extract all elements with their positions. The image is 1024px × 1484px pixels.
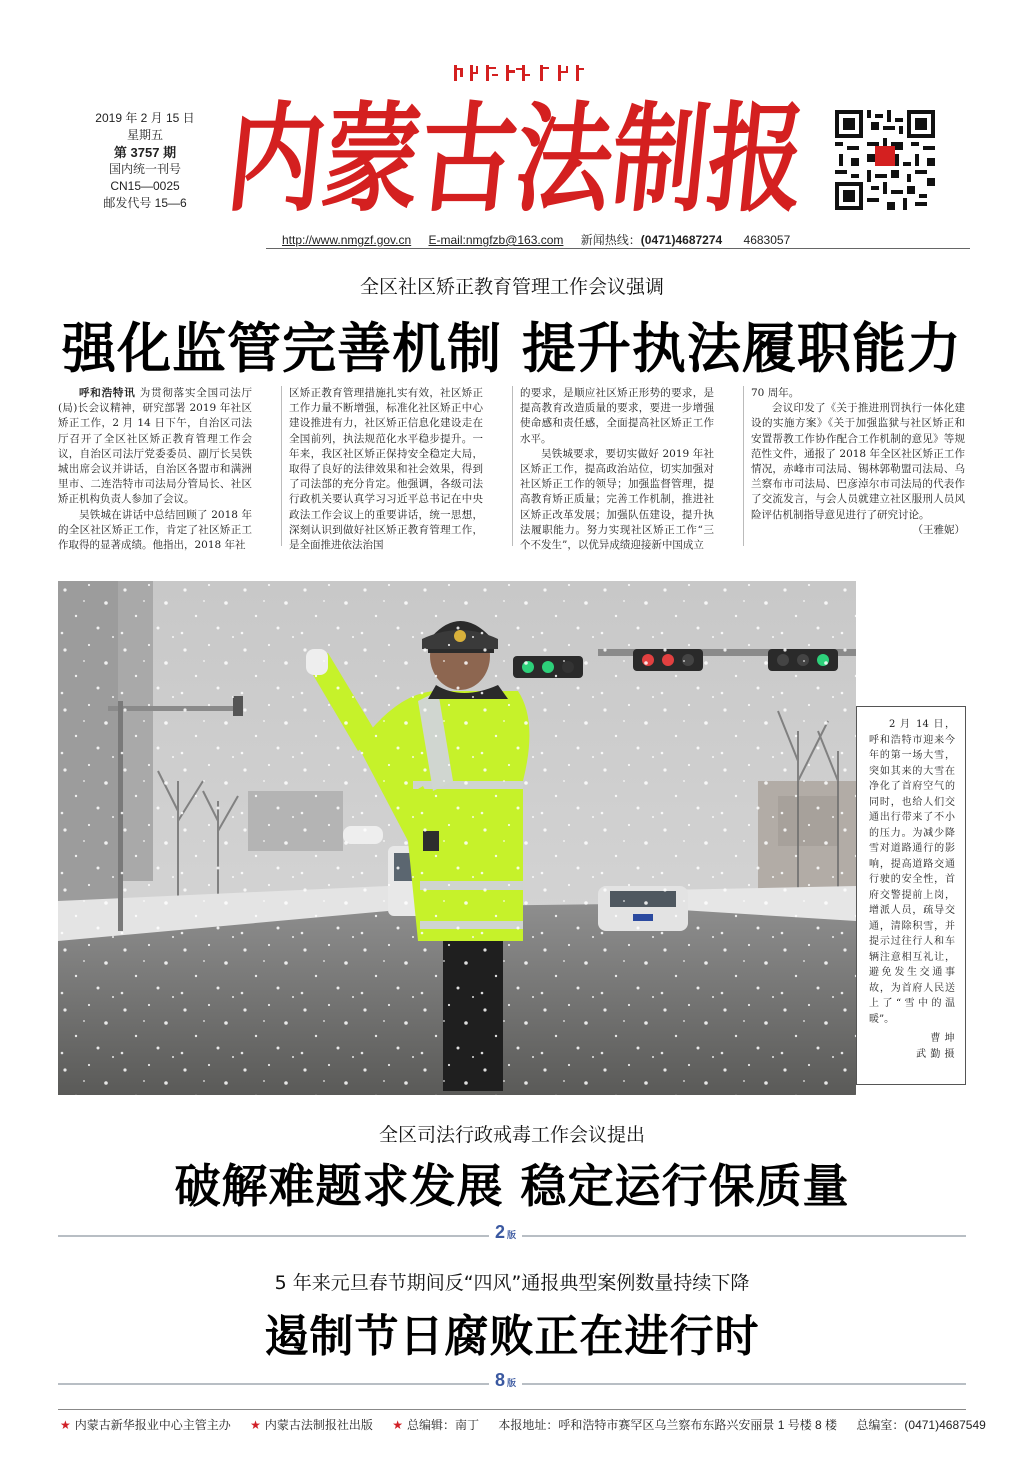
cn-code: CN15—0025 xyxy=(110,179,180,193)
mongolian-script-logo xyxy=(450,62,590,84)
paper-name-logo xyxy=(221,86,944,228)
issue-number: 第 3757 期 xyxy=(113,145,177,160)
story3-page-number: 8 xyxy=(495,1370,506,1390)
news-photo[interactable] xyxy=(58,581,856,1095)
footer-editor: 总编辑：南丁 xyxy=(407,1418,480,1432)
col1-para1: 为贯彻落实全国司法厅(局)长会议精神，研究部署 2019 年社区矫正工作，2 月 14 日下午，自治区司法厅召开了全区社区矫正教育管理工作会议，自治区司法厅党委委员、副厅长吴铁城出席会议并讲话，自治区各盟市和满洲里市、二连浩特市司法局分管局长、社区矫正机构负责人参加了会议。 xyxy=(58,387,253,506)
col2-para1: 区矫正教育管理措施扎实有效，社区矫正工作力量不断增强，标准化社区矫正中心建设推进有力，社区矫正信息化建设走在全国前列，执法规范化水平稳步提升。一年来，我区社区矫正保持安全稳定大局，取得了良好的法律效果和社会效果，得到了司法部的充分肯定。他强调，各级司法行政机关要认真学习习近平总书记在中央政法工作会议上的重要讲话，统一思想，深刻认识到做好社区矫正教育管理工作，是全面推进依法治国 xyxy=(289,387,483,552)
col4-para2: 会议印发了《关于推进刑罚执行一体化建设的实施方案》《关于加强监狱与社区矫正和安置帮教工作协作配合工作机制的意见》等规范性文件，通报了 2018 年全区社区矫正工作情况，赤峰市司法局、锡林郭勒盟司法局、乌兰察布市司法局、巴彦淖尔市司法局的代表作了交流发言，与会人员就建立社区服刑人员风险评估机制指导意见进行了研究讨论。 xyxy=(751,402,965,521)
photo-caption xyxy=(856,706,966,1085)
photo-caption-text: 2 月 14 日，呼和浩特市迎来今年的第一场大雪，突如其来的大雪在净化了首府空气的同时，也给人们交通出行带来了不小的压力。为减少降雪对道路通行的影响，提高道路交通行驶的安全性，首府交警提前上岗，增派人员，疏导交通，清除积雪，并提示过往行人和车辆注意相互礼让，避免发生交通事故，为首府人民送上了“雪中的温暖”。 xyxy=(869,719,955,1025)
article-column-4 xyxy=(751,386,965,538)
masthead-rule xyxy=(266,248,970,249)
col1-para2: 吴铁城在讲话中总结回顾了 2018 年的全区社区矫正工作，肯定了社区矫正工作取得的显著成绩。他指出，2018 年社 xyxy=(58,508,252,552)
issue-date: 2019 年 2 月 15 日 xyxy=(95,111,195,125)
dateline: 呼和浩特讯 xyxy=(79,387,136,399)
hotline-label: 新闻热线： xyxy=(580,233,641,247)
postal-code: 邮发代号 15—6 xyxy=(103,196,187,210)
article-column-2 xyxy=(289,386,483,553)
story2-kicker[interactable]: 全区司法行政戒毒工作会议提出 xyxy=(378,1124,645,1146)
story3-headline[interactable]: 遏制节日腐败正在进行时 xyxy=(264,1311,760,1362)
article-column-1 xyxy=(58,386,252,553)
footer-publisher: 内蒙古法制报社出版 xyxy=(264,1418,373,1432)
lead-kicker[interactable]: 全区社区矫正教育管理工作会议强调 xyxy=(359,276,664,298)
footer xyxy=(60,1416,986,1433)
article-column-3 xyxy=(520,386,714,553)
contact-bar xyxy=(282,231,804,248)
story2-headline[interactable]: 破解难题求发展 稳定运行保质量 xyxy=(174,1159,850,1213)
story2-page-number: 2 xyxy=(495,1222,506,1242)
story3-page-suffix: 版 xyxy=(507,1378,517,1388)
column-divider xyxy=(281,386,282,546)
lead-headline[interactable]: 强化监管完善机制 提升执法履职能力 xyxy=(62,316,962,380)
story3-page-marker[interactable] xyxy=(489,1370,522,1391)
star-icon: ★ xyxy=(250,1418,261,1432)
column-divider xyxy=(743,386,744,546)
domestic-label: 国内统一刊号 xyxy=(108,162,181,176)
col3-para2: 吴铁城要求，要切实做好 2019 年社区矫正工作，提高政治站位，切实加强对社区矫正工作的领导；加强监督管理，提高教育矫正质量；完善工作机制，推进社区矫正改革发展；加强队伍建设，提升执法履职能力。努力实现社区矫正工作“三个不发生”，以优异成绩迎接新中国成立 xyxy=(520,447,714,552)
footer-rule xyxy=(58,1409,966,1410)
footer-sponsor: 内蒙古新华报业中心主管主办 xyxy=(74,1418,231,1432)
column-divider xyxy=(512,386,513,546)
story2-page-marker[interactable] xyxy=(489,1222,522,1243)
issue-weekday: 星期五 xyxy=(126,128,163,142)
photo-credit-2: 武 勤 摄 xyxy=(916,1048,955,1060)
col3-para1: 的要求，是顺应社区矫正形势的要求，是提高教育改造质量的要求，要进一步增强使命感和责任感，全面提高社区矫正工作水平。 xyxy=(520,387,714,445)
hotline-number-2: 4683057 xyxy=(743,233,791,247)
website-link[interactable]: http://www.nmgzf.gov.cn xyxy=(282,233,412,247)
star-icon: ★ xyxy=(392,1418,404,1432)
article-byline: （王雅妮） xyxy=(912,523,965,536)
footer-office: 总编室：(0471)4687549 xyxy=(856,1418,986,1432)
star-icon: ★ xyxy=(60,1418,71,1432)
col4-para1: 70 周年。 xyxy=(751,387,800,399)
masthead-meta xyxy=(70,110,220,212)
story3-kicker[interactable]: 5 年来元旦春节期间反“四风”通报典型案例数量持续下降 xyxy=(274,1272,750,1294)
qr-code-icon[interactable] xyxy=(835,110,935,210)
email-link[interactable]: E-mail:nmgfzb@163.com xyxy=(428,233,564,247)
story2-page-suffix: 版 xyxy=(507,1230,517,1240)
footer-address: 本报地址：呼和浩特市赛罕区乌兰察布东路兴安丽景 1 号楼 8 楼 xyxy=(498,1418,838,1432)
paper-name-text: 内蒙古法制报 xyxy=(221,89,944,228)
photo-credit-1: 曹 坤 xyxy=(930,1033,955,1044)
hotline-number: (0471)4687274 xyxy=(640,233,723,247)
